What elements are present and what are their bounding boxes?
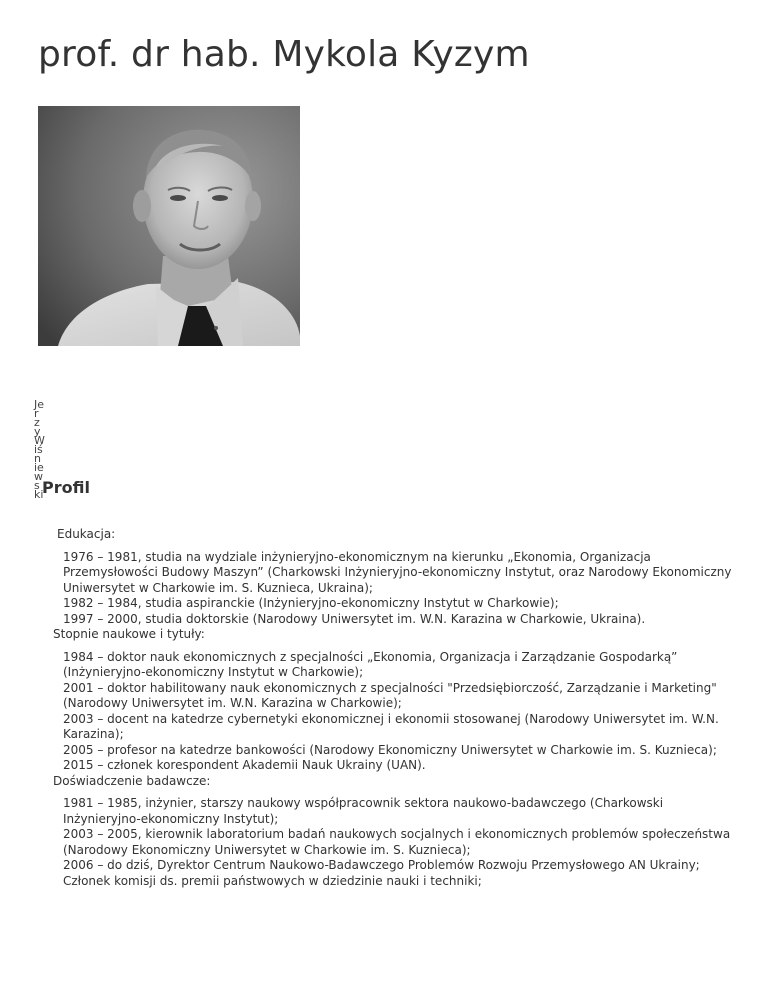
section-heading-profile: Profil — [42, 478, 90, 497]
profile-content — [53, 527, 737, 889]
profile-group-education — [57, 527, 737, 627]
list-item: 2015 – członek korespondent Akademii Nauk Ukrainy (UAN). — [63, 758, 426, 772]
portrait-photo — [38, 106, 300, 346]
group-label: Doświadczenie badawcze: — [53, 773, 211, 788]
profile-group-research — [53, 774, 737, 890]
group-label: Stopnie naukowe i tytuły: — [53, 627, 205, 641]
group-list — [63, 796, 737, 889]
vertical-author-label: Jerzy Wiśniewski — [34, 398, 45, 501]
profile-group-degrees — [53, 627, 737, 774]
group-label: Edukacja: — [57, 527, 116, 541]
list-item: 2005 – profesor na katedrze bankowości (Narodowy Ekonomiczny Uniwersytet w Charkowie im. S. Kuznieca); — [63, 742, 717, 757]
list-item: 1997 – 2000, studia doktorskie (Narodowy Uniwersytet im. W.N. Karazina w Charkowie, Ukraina). — [63, 611, 646, 626]
group-list — [63, 650, 737, 774]
group-list — [63, 550, 737, 628]
list-item: 2001 – doktor habilitowany nauk ekonomicznych z specjalności "Przedsiębiorczość, Zarządzanie i Marketing" (Narodowy Uniwersytet im. W.N. Karazina w Charkowie); — [63, 680, 717, 710]
list-item: 1984 – doktor nauk ekonomicznych z specjalności „Ekonomia, Organizacja i Zarządzanie Gospodarką” (Inżynieryjno-ekonomiczny Instytut w Charkowie); — [63, 649, 678, 679]
list-item: 2003 – docent na katedrze cybernetyki ekonomicznej i ekonomii stosowanej (Narodowy Uniwersytet im. W.N. Karazina); — [63, 711, 719, 741]
list-item: Członek komisji ds. premii państwowych w dziedzinie nauki i techniki; — [63, 873, 482, 888]
page-title: prof. dr hab. Mykola Kyzym — [38, 34, 530, 75]
list-item: 2006 – do dziś, Dyrektor Centrum Naukowo-Badawczego Problemów Rozwoju Przemysłowego AN Ukrainy; — [63, 858, 700, 872]
list-item: 1976 – 1981, studia na wydziale inżynieryjno-ekonomicznym na kierunku „Ekonomia, Organizacja Przemysłowości Budowy Maszyn” (Charkowski Inżynieryjno-ekonomiczny Instytut, oraz Narodowy Ekonomiczny Uniwersytet w Charkowie im. S. Kuznieca, Ukraina); — [63, 549, 732, 595]
list-item: 1981 – 1985, inżynier, starszy naukowy współpracownik sektora naukowo-badawczego (Charkowski Inżynieryjno-ekonomiczny Instytut); — [63, 796, 664, 826]
list-item: 2003 – 2005, kierownik laboratorium badań naukowych socjalnych i ekonomicznych problemów społeczeństwa (Narodowy Ekonomiczny Uniwersytet w Charkowie im. S. Kuznieca); — [63, 827, 731, 857]
list-item: 1982 – 1984, studia aspiranckie (Inżynieryjno-ekonomiczny Instytut w Charkowie); — [63, 596, 559, 610]
